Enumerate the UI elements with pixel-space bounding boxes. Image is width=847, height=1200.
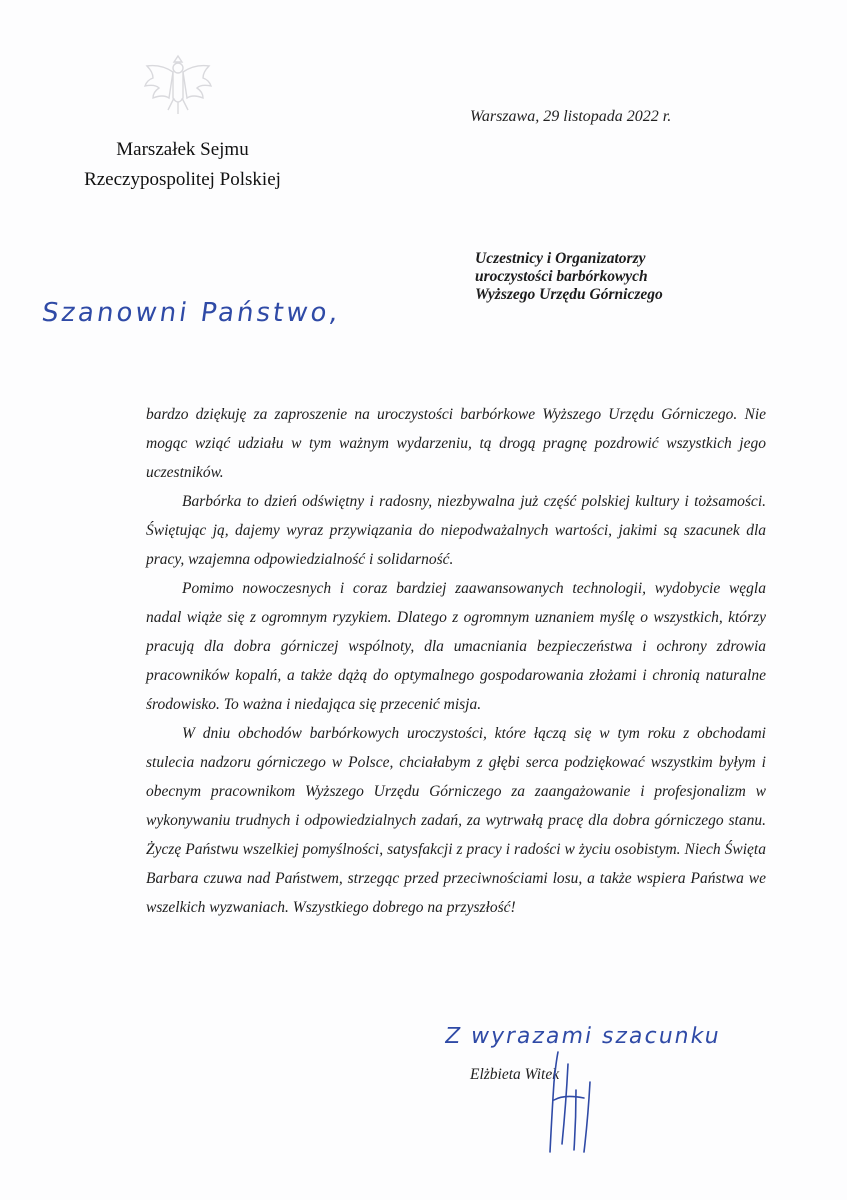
paragraph: W dniu obchodów barbórkowych uroczystości, które łączą się w tym roku z obchodami stulecia nadzoru górniczego w Polsce, chciałabym z głębi serca podziękować wszystkim byłym i obecnym pracownikom Wyższego Urzędu Górniczego za zaangażowanie i profesjonalizm w wykonywaniu trudnych i odpowiedzialnych zadań, za wytrwałą pracę dla dobra górniczego stanu. Życzę Państwu wszelkiej pomyślności, satysfakcji z pracy i radości w życiu osobistym. Niech Święta Barbara czuwa nad Państwem, strzegąc przed przeciwnościami losu, a także wspiera Państwa we wszelkich wyzwaniach. Wszystkiego dobrego na przyszłość!: [146, 725, 766, 916]
addressee-line: Uczestnicy i Organizatorzy: [475, 250, 646, 267]
paragraph: Barbórka to dzień odświętny i radosny, niezbywalna już część polskiej kultury i tożsamości. Świętując ją, dajemy wyraz przywiązania do niepodważalnych wartości, jakimi są szacunek dla pracy, wzajemna odpowiedzialność i solidarność.: [146, 493, 766, 568]
closing-text: Z wyrazami szacunku: [442, 1024, 723, 1049]
handwritten-salutation: [39, 298, 357, 350]
letterhead-title-line1: Marszałek Sejmu: [116, 139, 249, 160]
addressee-block: [475, 250, 735, 304]
addressee-line: Wyższego Urzędu Górniczego: [475, 286, 663, 303]
letter-body: [146, 400, 766, 922]
polish-eagle-emblem: [140, 52, 216, 118]
signature-mark: [540, 1040, 600, 1160]
letterhead: [60, 135, 305, 195]
signer-name: Elżbieta Witek: [470, 1066, 560, 1083]
salutation-text: Szanowni Państwo,: [39, 298, 343, 328]
paragraph: Pomimo nowoczesnych i coraz bardziej zaawansowanych technologii, wydobycie węgla nadal wiąże się z ogromnym ryzykiem. Dlatego z ogromnym uznaniem myślę o wszystkich, którzy pracują dla dobra górniczej wspólnoty, dla umacniania bezpieczeństwa i ochrony zdrowia pracowników kopalń, a także dążą do optymalnego gospodarowania złożami i chronią naturalne środowisko. To ważna i niedająca się przecenić misja.: [146, 580, 766, 713]
letterhead-title-line2: Rzeczypospolitej Polskiej: [84, 169, 281, 190]
addressee-line: uroczystości barbórkowych: [475, 268, 648, 285]
place-date: Warszawa, 29 listopada 2022 r.: [470, 108, 672, 125]
paragraph: bardzo dziękuję za zaproszenie na uroczystości barbórkowe Wyższego Urzędu Górniczego. Nie mogąc wziąć udziału w tym ważnym wydarzeniu, tą drogą pragnę pozdrowić wszystkich jego uczestników.: [146, 406, 766, 481]
